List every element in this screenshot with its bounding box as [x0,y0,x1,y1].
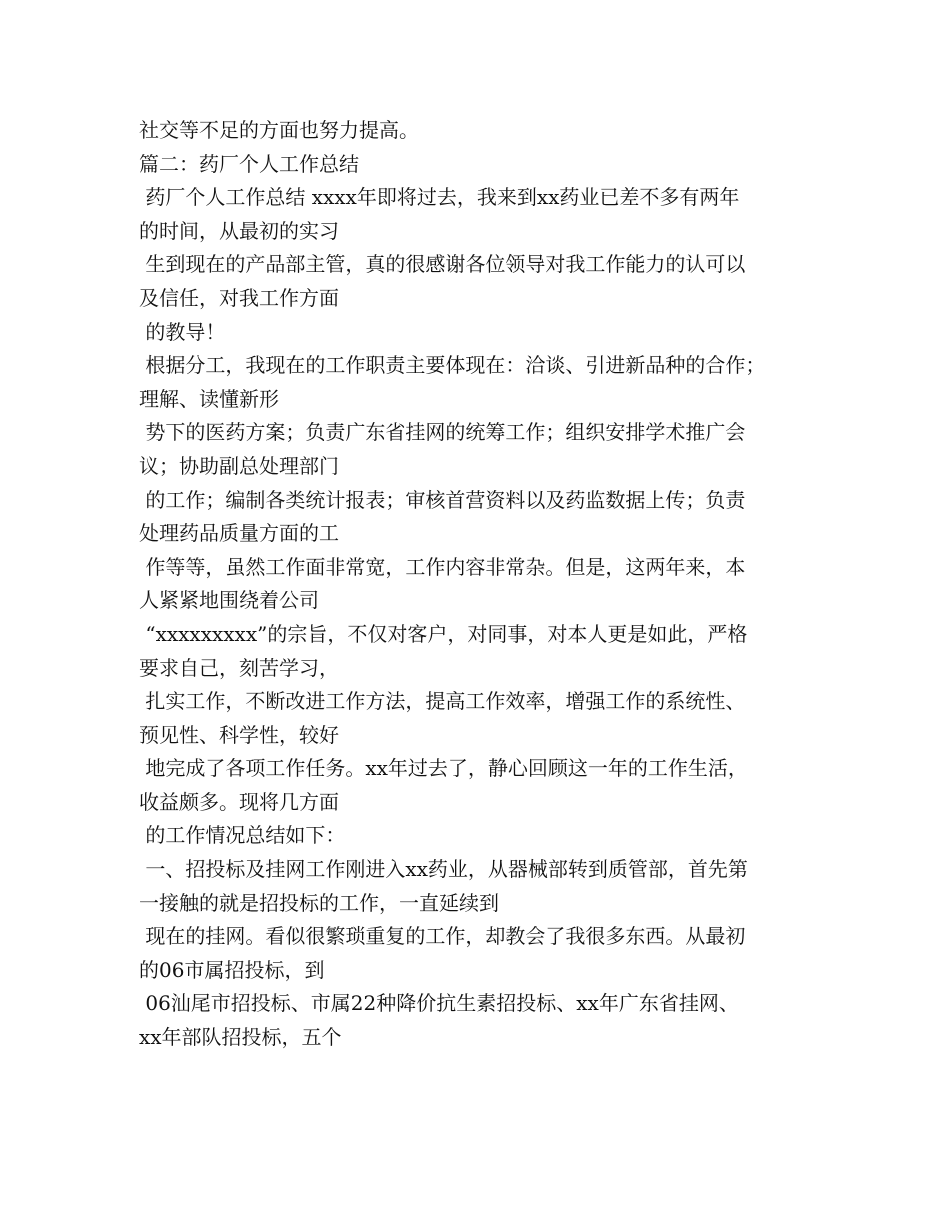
text-line: 的教导！ [139,319,226,344]
text-line: 作等等，虽然工作面非常宽，工作内容非常杂。但是，这两年来，本 [139,554,746,579]
text-line: 社交等不足的方面也努力提高。 [139,118,419,142]
text-line: 扎实工作，不断改进工作方法，提高工作效率，增强工作的系统性、 [139,689,746,714]
text-line: 处理药品质量方面的工 [139,521,339,546]
text-line: 根据分工，我现在的工作职责主要体现在：洽谈、引进新品种的合作； [139,353,766,378]
text-line: 的时间，从最初的实习 [139,218,339,243]
text-line: 及信任，对我工作方面 [139,285,339,310]
text-line: 势下的医药方案；负责广东省挂网的统筹工作；组织安排学术推广会 [139,420,746,445]
text-line: 生到现在的产品部主管，真的很感谢各位领导对我工作能力的认可以 [139,252,746,277]
text-line: 现在的挂网。看似很繁琐重复的工作，却教会了我很多东西。从最初 [139,924,746,949]
text-line: 的工作情况总结如下： [139,823,346,848]
text-line: 06汕尾市招投标、市属22种降价抗生素招投标、xx年广东省挂网、 [139,991,739,1016]
text-line: 议；协助副总处理部门 [139,453,339,478]
text-line: 一接触的就是招投标的工作，一直延续到 [139,890,499,915]
text-line: 预见性、科学性，较好 [139,722,339,747]
text-line: 药厂个人工作总结 xxxx年即将过去，我来到xx药业已差不多有两年 [139,185,740,210]
text-line: 要求自己，刻苦学习， [139,655,339,680]
text-line: 地完成了各项工作任务。xx年过去了，静心回顾这一年的工作生活， [139,756,748,781]
text-line: 人紧紧地围绕着公司 [139,588,319,613]
text-line: 理解、读懂新形 [139,386,279,411]
text-line: xx年部队招投标，五个 [139,1025,342,1050]
text-line: 一、招投标及挂网工作刚进入xx药业，从器械部转到质管部，首先第 [139,857,748,882]
text-line: “xxxxxxxxx”的宗旨，不仅对客户，对同事，对本人更是如此，严格 [139,621,748,646]
text-line: 收益颇多。现将几方面 [139,789,339,814]
document-body [139,114,839,1055]
text-line: 的工作；编制各类统计报表；审核首营资料以及药监数据上传；负责 [139,487,746,512]
text-line: 的06市属招投标，到 [139,957,325,982]
section-heading: 篇二：药厂个人工作总结 [139,151,359,176]
